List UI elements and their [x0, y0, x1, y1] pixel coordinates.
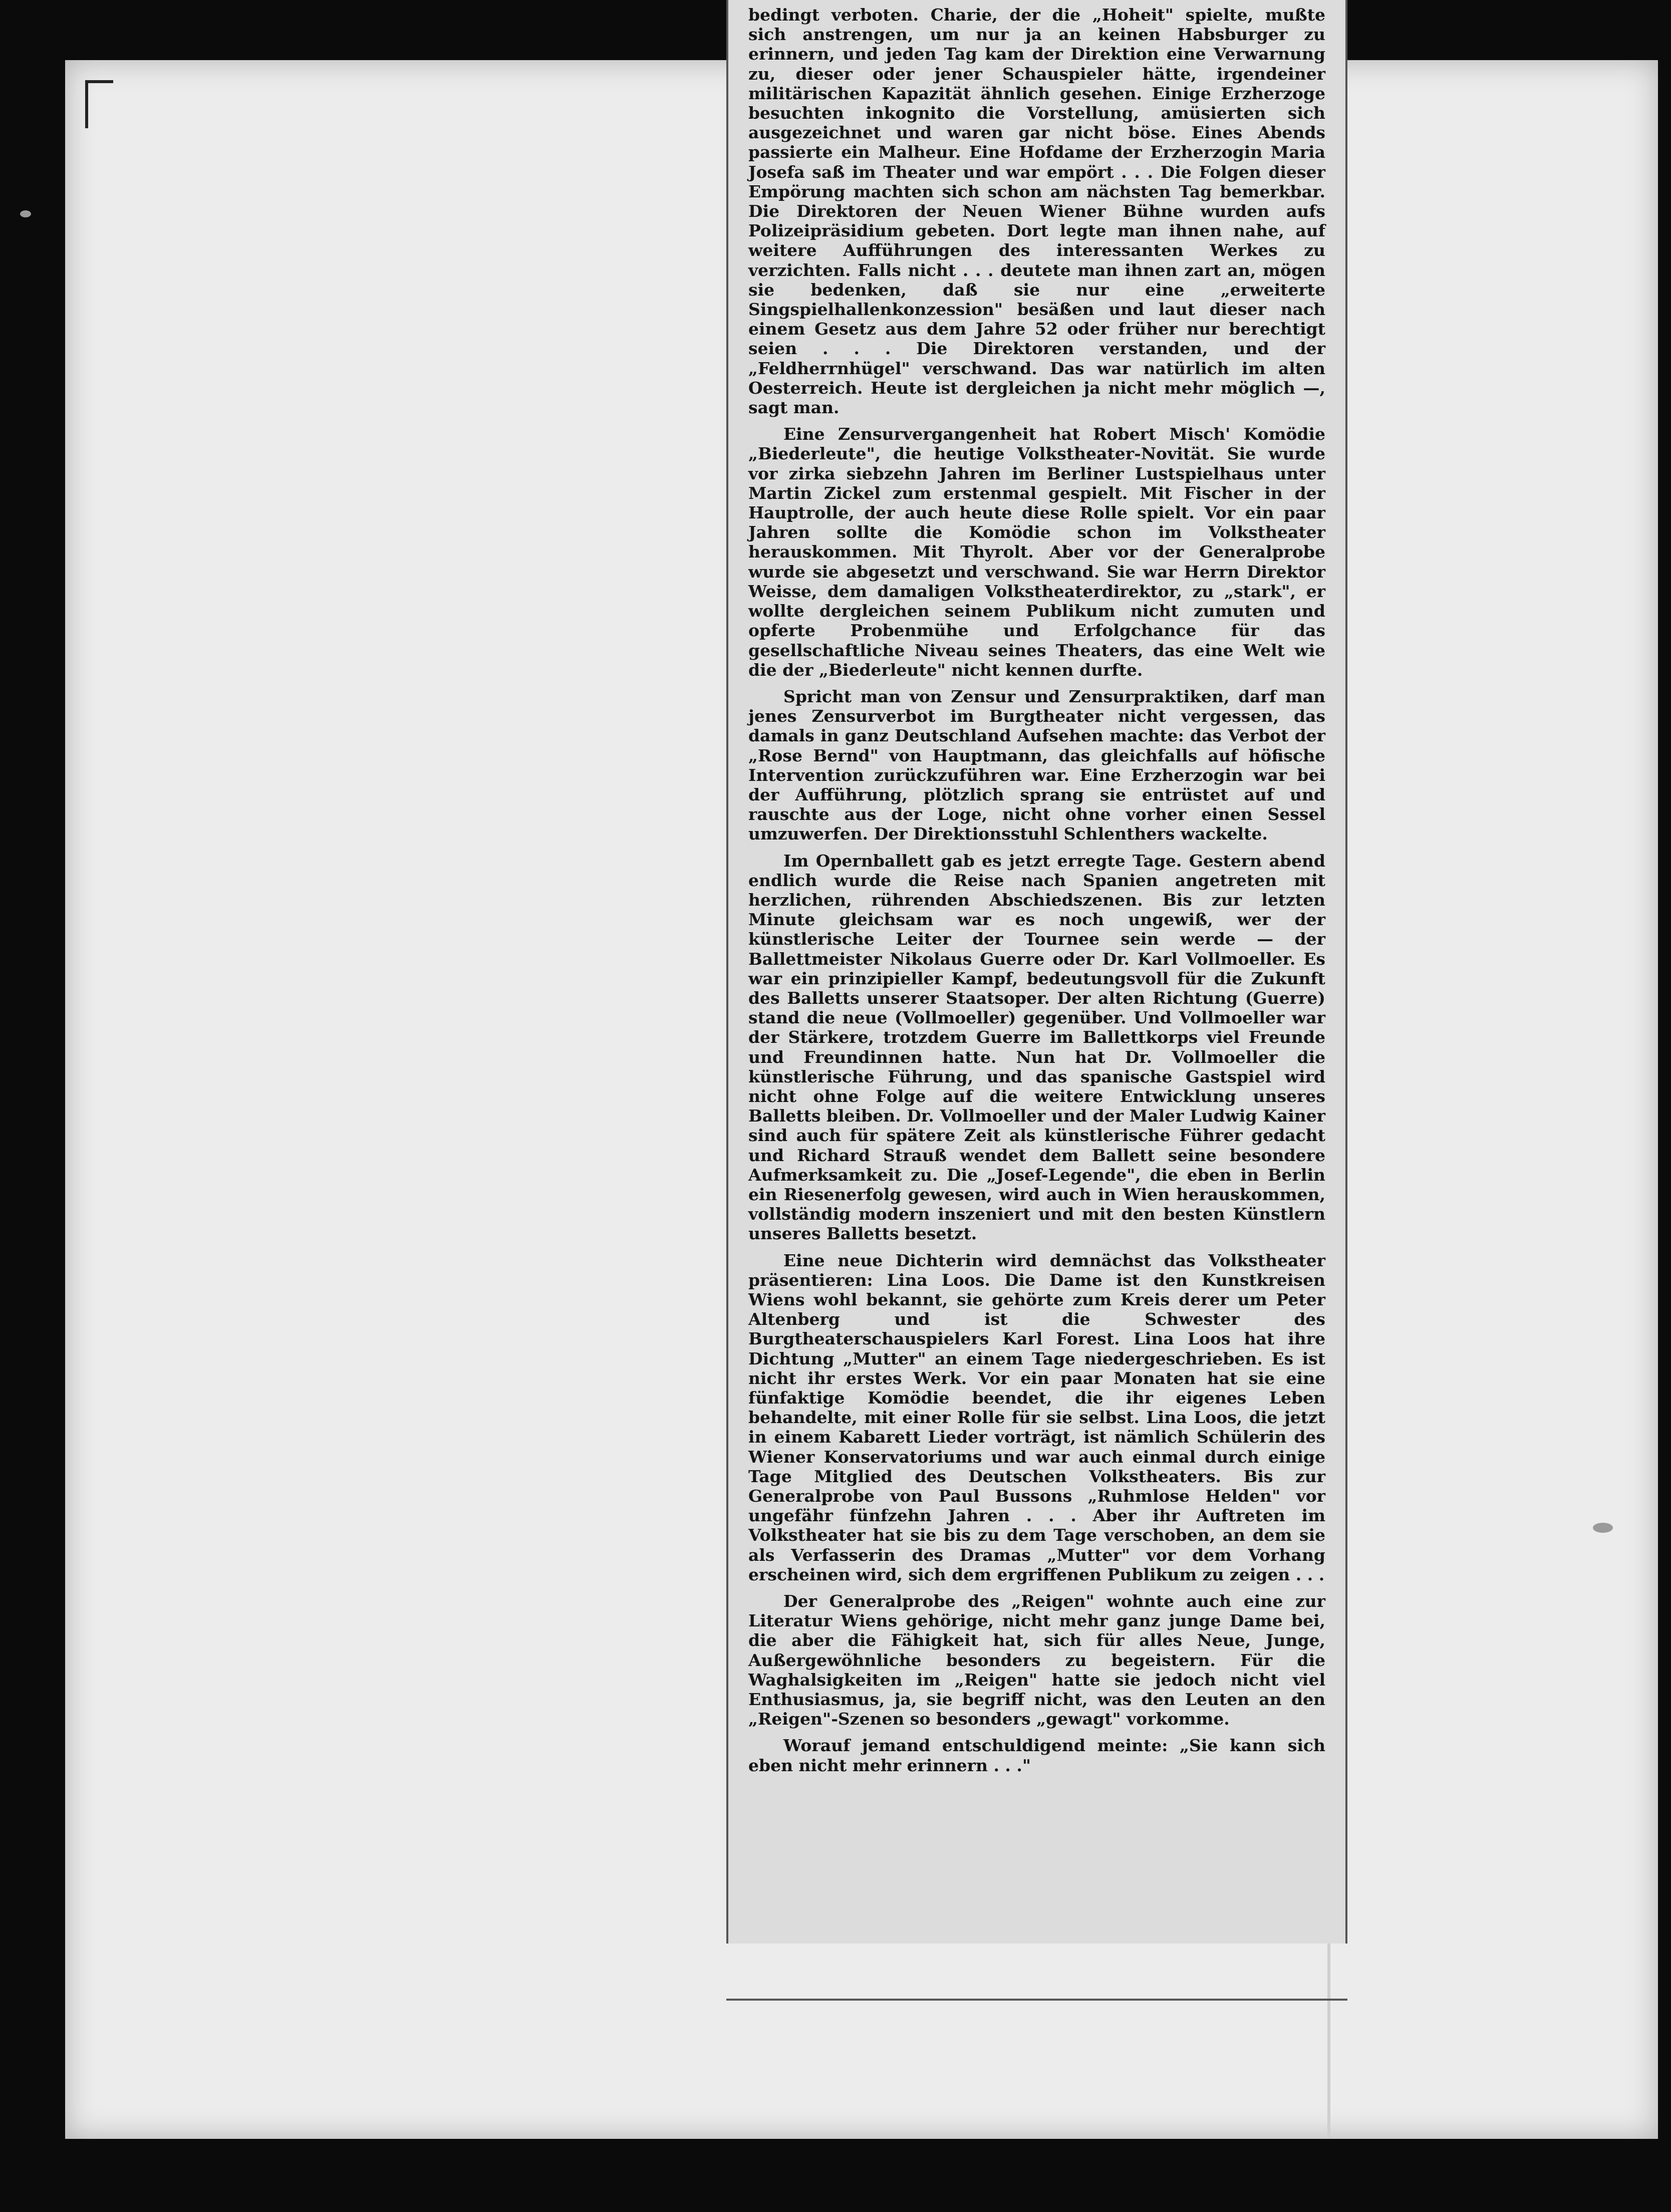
paragraph-rose-bernd: Spricht man von Zensur und Zensurpraktiken, darf man jenes Zensurverbot im Burgtheater nicht vergessen, das damals in ganz Deutschland Aufsehen machte: das Verbot der „Rose Bernd" von Hauptmann, das gleichfalls auf höfische Intervention zurückzuführen war. Eine Erzherzogin war bei der Aufführung, plötzlich sprang sie entrüstet auf und rauschte aus der Loge, nicht ohne vorher einen Sessel umzuwerfen. Der Direktionsstuhl Schlenthers wackelte.	[748, 686, 1325, 844]
clipping-torn-edge	[726, 1944, 1347, 2001]
dust-speck	[20, 210, 31, 217]
paragraph-reigen: Der Generalprobe des „Reigen" wohnte auch eine zur Literatur Wiens gehörige, nicht mehr ganz junge Dame bei, die aber die Fähigkeit hat, sich für alles Neue, Junge, Außergewöhnliche besonders zu begeistern. Für die Waghalsigkeiten im „Reigen" hatte sie jedoch nicht viel Enthusiasmus, ja, sie begriff nicht, was den Leuten an den „Reigen"-Szenen so besonders „gewagt" vorkomme.	[748, 1591, 1325, 1729]
dust-speck	[1593, 1523, 1613, 1533]
newspaper-clipping	[726, 0, 1347, 1944]
paragraph-biederleute: Eine Zensurvergangenheit hat Robert Misch' Komödie „Biederleute", die heutige Volkstheater-Novität. Sie wurde vor zirka siebzehn Jahren im Berliner Lustspielhaus unter Martin Zickel zum erstenmal gespielt. Mit Fischer in der Hauptrolle, der auch heute diese Rolle spielt. Vor ein paar Jahren sollte die Komödie schon im Volkstheater herauskommen. Mit Thyrolt. Aber vor der Generalprobe wurde sie abgesetzt und verschwand. Sie war Herrn Direktor Weisse, dem damaligen Volkstheaterdirektor, zu „stark", er wollte dergleichen seinem Publikum nicht zumuten und opferte Probenmühe und Erfolgchance für das gesellschaftliche Niveau seines Theaters, das eine Welt wie die der „Biederleute" nicht kennen durfte.	[748, 424, 1325, 680]
paragraph-censorship-feldherrnhuegel: bedingt verboten. Charie, der die „Hoheit" spielte, mußte sich anstrengen, um nur ja an keinen Habsburger zu erinnern, und jeden Tag kam der Direktion eine Verwarnung zu, dieser oder jener Schauspieler hätte, irgendeiner militärischen Kapazität ähnlich gesehen. Einige Erzherzoge besuchten inkognito die Vorstellung, amüsierten sich ausgezeichnet und waren gar nicht böse. Eines Abends passierte ein Malheur. Eine Hofdame der Erzherzogin Maria Josefa saß im Theater und war empört . . . Die Folgen dieser Empörung machten sich schon am nächsten Tag bemerkbar. Die Direktoren der Neuen Wiener Bühne wurden aufs Polizeipräsidium gebeten. Dort legte man ihnen nahe, auf weitere Aufführungen des interessanten Werkes zu verzichten. Falls nicht . . . deutete man ihnen zart an, mögen sie bedenken, daß sie nur eine „erweiterte Singspielhallenkonzession" besäßen und laut dieser nach einem Gesetz aus dem Jahre 52 oder früher nur berechtigt seien . . . Die Direktoren verstanden, und der „Feldherrnhügel" verschwand. Das war natürlich im alten Oesterreich. Heute ist dergleichen ja nicht mehr möglich —, sagt man.	[748, 5, 1325, 418]
paragraph-lina-loos: Eine neue Dichterin wird demnächst das Volkstheater präsentieren: Lina Loos. Die Dame ist den Kunstkreisen Wiens wohl bekannt, sie gehörte zum Kreis derer um Peter Altenberg und ist die Schwester des Burgtheaterschauspielers Karl Forest. Lina Loos hat ihre Dichtung „Mutter" an einem Tage niedergeschrieben. Es ist nicht ihr erstes Werk. Vor ein paar Monaten hat sie eine fünfaktige Komödie beendet, die ihr eigenes Leben behandelte, mit einer Rolle für sie selbst. Lina Loos, die jetzt in einem Kabarett Lieder vorträgt, ist nämlich Schülerin des Wiener Konservatoriums und war auch einmal durch einige Tage Mitglied des Deutschen Volkstheaters. Bis zur Generalprobe von Paul Bussons „Ruhmlose Helden" vor ungefähr fünfzehn Jahren . . . Aber ihr Auftreten im Volkstheater hat sie bis zu dem Tage verschoben, an dem sie als Verfasserin des Dramas „Mutter" vor dem Vorhang erscheinen wird, sich dem ergriffenen Publikum zu zeigen . . .	[748, 1250, 1325, 1584]
paragraph-opernballett: Im Opernballett gab es jetzt erregte Tage. Gestern abend endlich wurde die Reise nach Spanien angetreten mit herzlichen, rührenden Abschiedszenen. Bis zur letzten Minute gleichsam war es noch ungewiß, wer der künstlerische Leiter der Tournee sein werde — der Ballettmeister Nikolaus Guerre oder Dr. Karl Vollmoeller. Es war ein prinzipieller Kampf, bedeutungsvoll für die Zukunft des Balletts unserer Staatsoper. Der alten Richtung (Guerre) stand die neue (Vollmoeller) gegenüber. Und Vollmoeller war der Stärkere, trotzdem Guerre im Ballettkorps viel Freunde und Freundinnen hatte. Nun hat Dr. Vollmoeller die künstlerische Führung, und das spanische Gastspiel wird nicht ohne Folge auf die weitere Entwicklung unseres Balletts bleiben. Dr. Vollmoeller und der Maler Ludwig Kainer sind auch für spätere Zeit als künstlerische Führer gedacht und Richard Strauß wendet dem Ballett seine besondere Aufmerksamkeit zu. Die „Josef-Legende", die eben in Berlin ein Riesenerfolg gewesen, wird auch in Wien herauskommen, vollständig modern inszeniert und mit den besten Künstlern unseres Balletts besetzt.	[748, 851, 1325, 1244]
paragraph-closing-remark: Worauf jemand entschuldigend meinte: „Sie kann sich eben nicht mehr erinnern . . ."	[748, 1736, 1325, 1775]
corner-mark	[85, 80, 113, 128]
